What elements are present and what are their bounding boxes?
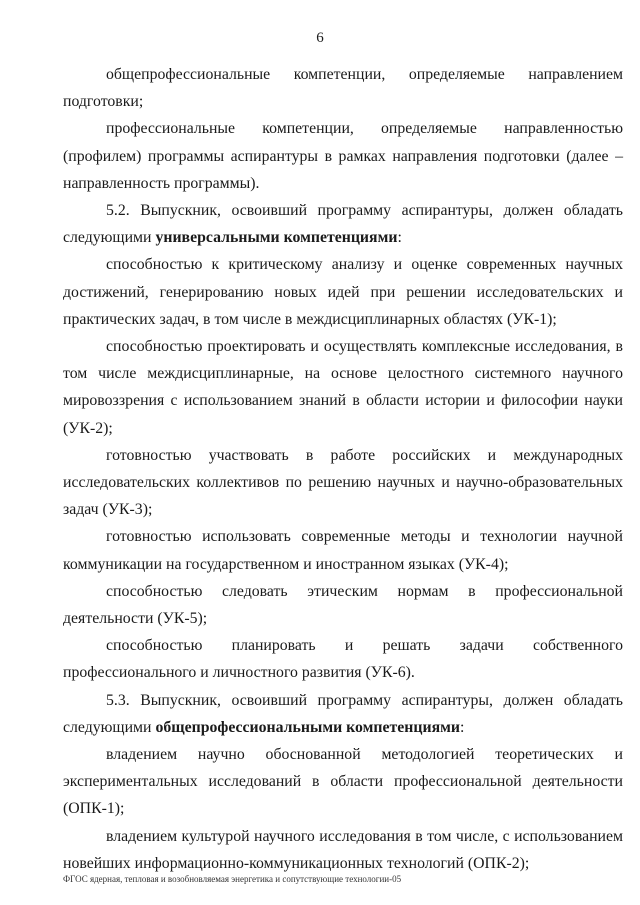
paragraph-12: владением культурой научного исследования в том числе, с использованием новейших информационно-коммуникационных технологий (ОПК-2); <box>63 827 623 872</box>
page-footer: ФГОС ядерная, тепловая и возобновляемая энергетика и сопутствующие технологии-05 <box>63 874 402 884</box>
paragraph-4: способностью к критическому анализу и оценке современных научных достижений, генерированию новых идей при решении исследовательских и практических задач, в том числе в междисциплинарных областях (УК-1); <box>63 256 623 328</box>
paragraph-9: способностью планировать и решать задачи собственного профессионального и личностного развития (УК-6). <box>63 637 623 682</box>
paragraph-8: способностью следовать этическим нормам в профессиональной деятельности (УК-5); <box>63 582 623 628</box>
paragraph-3-lead: 5.2. Выпускник, освоивший программу аспирантуры, должен обладать следующими <box>63 202 623 247</box>
paragraph-5: способностью проектировать и осуществлять комплексные исследования, в том числе междисциплинарные, на основе целостного системного научного мировоззрения с использованием знаний в области истории и философии науки (УК-2); <box>63 338 623 437</box>
paragraph-1: общепрофессиональные компетенции, определяемые направлением подготовки; <box>63 66 623 111</box>
paragraph-6: готовностью участвовать в работе российских и международных исследовательских коллективов по решению научных и научно-образовательных задач (УК-3); <box>63 446 623 519</box>
paragraph-3 <box>63 197 623 251</box>
paragraph-10 <box>63 687 623 741</box>
paragraph-10-tail: : <box>460 718 465 736</box>
page-number: 6 <box>316 30 324 46</box>
document-body <box>63 61 623 877</box>
paragraph-11: владением научно обоснованной методологией теоретических и экспериментальных исследований в области профессиональной деятельности (ОПК-1); <box>63 746 623 818</box>
paragraph-3-bold-term: универсальными компетенциями <box>155 229 398 247</box>
paragraph-10-bold-term: общепрофессиональными компетенциями <box>155 718 460 736</box>
paragraph-10-lead: 5.3. Выпускник, освоивший программу аспирантуры, должен обладать следующими <box>63 691 623 736</box>
paragraph-7: готовностью использовать современные методы и технологии научной коммуникации на государственном и иностранном языках (УК-4); <box>63 528 623 573</box>
paragraph-3-tail: : <box>397 229 402 247</box>
paragraph-2: профессиональные компетенции, определяемые направленностью (профилем) программы аспирантуры в рамках направления подготовки (далее – направленность программы). <box>63 120 623 192</box>
